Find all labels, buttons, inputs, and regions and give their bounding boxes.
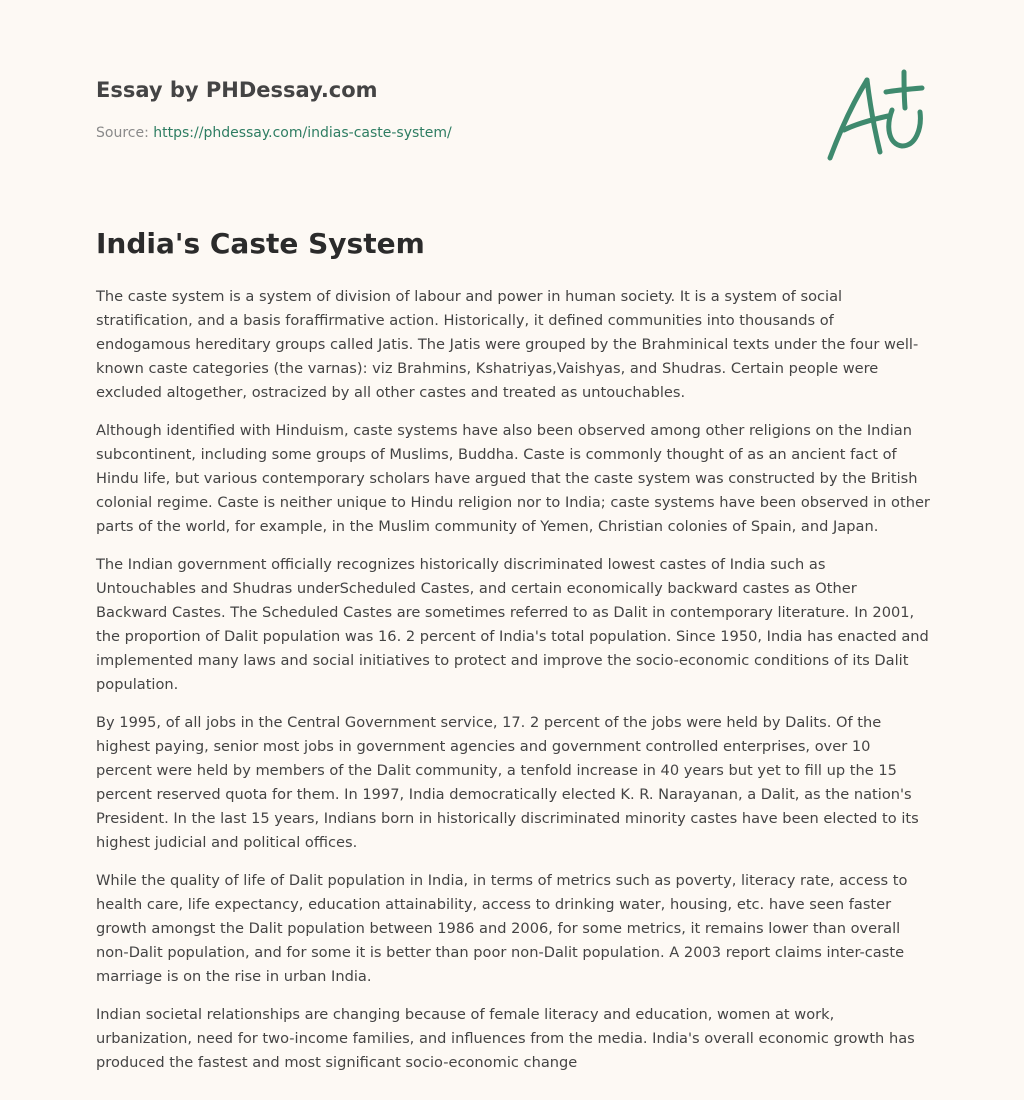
paragraph: The caste system is a system of division of labour and power in human society. It is a system of social stratification, and a basis foraffirmative action. Historically, it defined communities into thousands of endogamous hereditary groups called Jatis. The Jatis were grouped by the Brahminical texts under the four well-known caste categories (the varnas): viz Brahmins, Kshatriyas,Vaishyas, and Shudras. Certain people were excluded altogether, ostracized by all other castes and treated as untouchables. [96, 288, 919, 401]
source-line [96, 123, 452, 143]
paragraph: While the quality of life of Dalit population in India, in terms of metrics such as poverty, literacy rate, access to health care, life expectancy, education attainability, access to drinking water, housing, etc. have seen faster growth amongst the Dalit population between 1986 and 2006, for some metrics, it remains lower than overall non-Dalit population, and for some it is better than poor non-Dalit population. A 2003 report claims inter-caste marriage is on the rise in urban India. [96, 872, 908, 985]
article-body [96, 285, 930, 1089]
paragraph: By 1995, of all jobs in the Central Government service, 17. 2 percent of the jobs were held by Dalits. Of the highest paying, senior most jobs in government agencies and government controlled enterprises, over 10 percent were held by members of the Dalit community, a tenfold increase in 40 years but yet to fill up the 15 percent reserved quota for them. In 1997, India democratically elected K. R. Narayanan, a Dalit, as the nation's President. In the last 15 years, Indians born in historically discriminated minority castes have been elected to its highest judicial and political offices. [96, 714, 919, 851]
source-link[interactable]: https://phdessay.com/indias-caste-system/ [153, 125, 452, 141]
a-plus-logo-icon [822, 66, 932, 166]
paragraph: Although identified with Hinduism, caste systems have also been observed among other religions on the Indian subcontinent, including some groups of Muslims, Buddha. Caste is commonly thought of as an ancient fact of Hindu life, but various contemporary scholars have argued that the caste system was constructed by the British colonial regime. Caste is neither unique to Hindu religion nor to India; caste systems have been observed in other parts of the world, for example, in the Muslim community of Yemen, Christian colonies of Spain, and Japan. [96, 422, 930, 535]
source-label: Source: [96, 125, 154, 141]
paragraph: The Indian government officially recognizes historically discriminated lowest castes of India such as Untouchables and Shudras underScheduled Castes, and certain economically backward castes as Other Backward Castes. The Scheduled Castes are sometimes referred to as Dalit in contemporary literature. In 2001, the proportion of Dalit population was 16. 2 percent of India's total population. Since 1950, India has enacted and implemented many laws and social initiatives to protect and improve the socio-economic conditions of its Dalit population. [96, 556, 929, 693]
article-title: India's Caste System [96, 227, 425, 260]
site-title: Essay by PHDessay.com [96, 78, 378, 102]
paragraph: Indian societal relationships are changing because of female literacy and education, women at work, urbanization, need for two-income families, and influences from the media. India's overall economic growth has produced the fastest and most significant socio-economic change [96, 1006, 915, 1071]
